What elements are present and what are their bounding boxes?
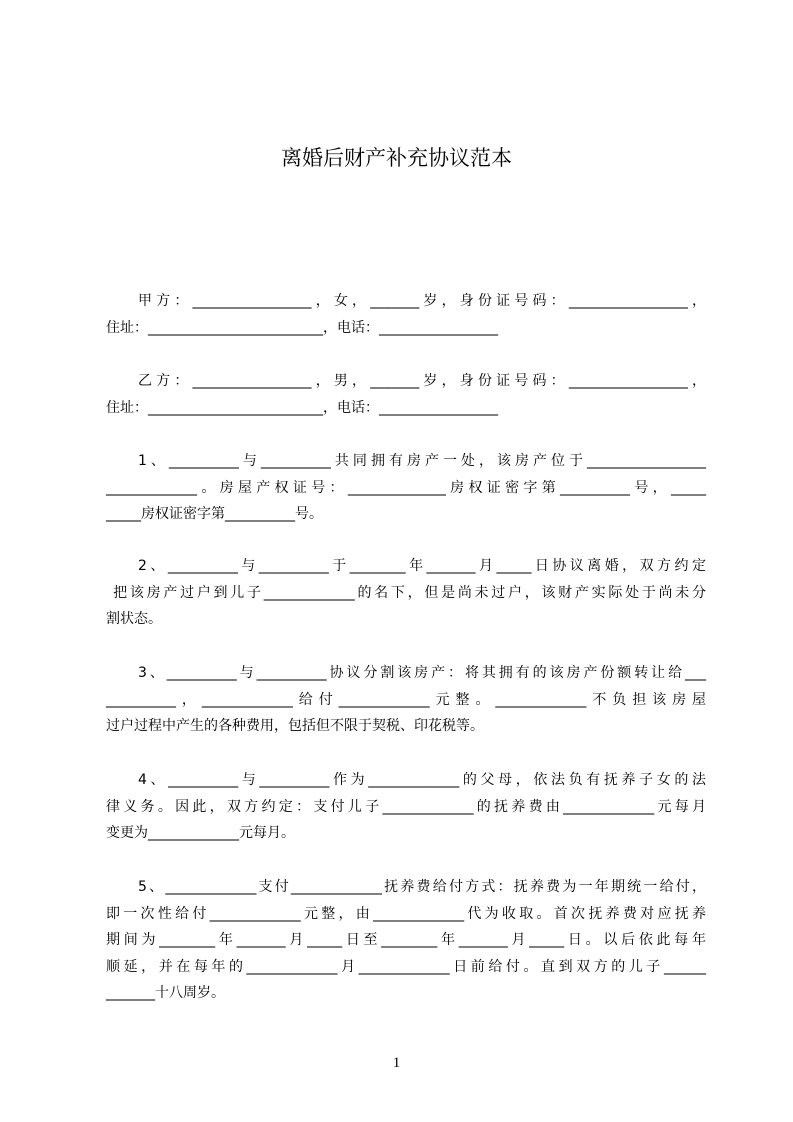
text-line: 变更为_____________元每月。 xyxy=(106,825,295,841)
clause-3 xyxy=(106,660,706,740)
clause-5 xyxy=(106,874,706,1007)
text-line: 即一次性给付_____________元整，由_____________代为收取。首次抚养费对应抚养 xyxy=(106,905,706,922)
text-line: 甲方：_________________，女，_______岁，身份证号码：_________________， xyxy=(138,293,706,309)
text-line: 住址：_________________________，电话：_________________ xyxy=(106,319,498,336)
text-line: 住址：_________________________，电话：_________________ xyxy=(106,399,498,416)
text-line: 律义务。因此，双方约定：支付儿子_____________的抚养费由_____________元每月 xyxy=(106,798,706,815)
text-line: 乙方：_________________，男，_______岁，身份证号码：_________________， xyxy=(138,373,706,389)
text-line: _____________。房屋产权证号：______________房权证密字第__________号，_____ xyxy=(106,479,706,496)
text-line: 1、__________与__________共同拥有房产一处，该房产位于_________________ xyxy=(138,453,706,469)
text-line: __________，_____________给付_____________元整。_____________不负担该房屋 xyxy=(106,691,706,708)
party-a-paragraph xyxy=(106,288,706,341)
text-line: 4、__________与__________作为_____________的父母，依法负有抚养子女的法 xyxy=(138,772,706,788)
text-line: _____房权证密字第__________号。 xyxy=(106,506,323,522)
text-line: 割状态。 xyxy=(106,611,162,627)
text-line: 把该房产过户到儿子_____________的名下，但是尚未过户，该财产实际处于尚未分 xyxy=(106,584,706,601)
text-line: 5、_____________支付_____________抚养费给付方式：抚养费为一年期统一给付， xyxy=(138,879,706,895)
text-line: 期间为________年_______月_____日至________年_______月_____日。以后依此每年 xyxy=(106,932,706,948)
text-line: 过户过程中产生的各种费用，包括但不限于契税、印花税等。 xyxy=(106,718,484,734)
clause-2 xyxy=(106,553,706,633)
text-line: 2、__________与__________于________年_______月_____日协议离婚，双方约定 xyxy=(138,558,706,574)
text-line: _______十八周岁。 xyxy=(106,985,225,1001)
text-line: 3、__________与__________协议分割该房产：将其拥有的该房产份额转让给___ xyxy=(138,665,706,681)
party-b-paragraph xyxy=(106,368,706,421)
page-number: 1 xyxy=(392,1055,401,1071)
document-title: 离婚后财产补充协议范本 xyxy=(281,146,512,170)
text-line: 顺延，并在每年的_____________月_____________日前给付。直到双方的儿子______ xyxy=(106,958,706,975)
clause-4 xyxy=(106,767,706,847)
clause-1 xyxy=(106,448,706,528)
